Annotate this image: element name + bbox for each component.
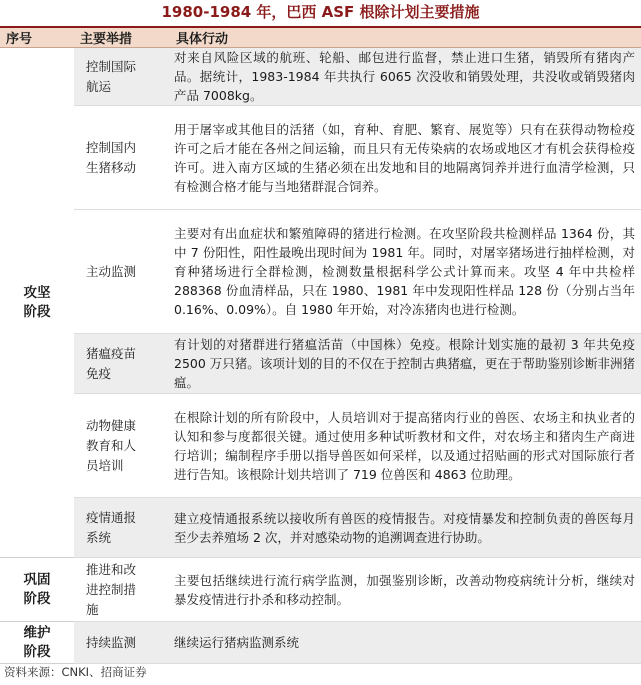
phase-consolidate-label: 巩固 阶段 — [23, 571, 51, 607]
table-row — [0, 48, 641, 106]
measure-cell: 疫情通报 系统 — [74, 498, 170, 558]
source-note: 资料来源：CNKI、招商证券 — [4, 665, 147, 679]
header-phase: 序号 — [0, 27, 74, 48]
table-row — [0, 106, 641, 210]
table-row — [0, 558, 641, 622]
action-cell: 建立疫情通报系统以接收所有兽医的疫情报告。对疫情暴发和控制负责的兽医每月至少去养殖场 2 次，并对感染动物的追溯调查进行协助。 — [170, 498, 641, 558]
measure-cell: 主动监测 — [74, 210, 170, 334]
measure-cell: 控制国际 航运 — [74, 48, 170, 106]
action-cell: 用于屠宰或其他目的活猪（如，育种、育肥、繁育、展览等）只有在获得动物检疫许可之后才能在各州之间运输，而且只有无传染病的农场或地区才有机会获得检疫许可。进入南方区域的生猪必须在出发地和目的地隔离饲养并进行血清学检测，只有检测合格才能与当地猪群混合饲养。 — [170, 106, 641, 210]
action-cell: 继续运行猪病监测系统 — [170, 622, 641, 664]
phase-attack-label: 攻坚 阶段 — [23, 284, 51, 320]
action-cell: 主要对有出血症状和繁殖障碍的猪进行检测。在攻坚阶段共检测样品 1364 份，其中 7 份阳性，阳性最晚出现时间为 1981 年。同时，对屠宰猪场进行抽样检测，对育种猪场进行全群检测，检测数量根据科学公式计算而来。攻坚 4 年中共检样 288368 份血清样品，只在 1980、1981 年中发现阳性样品 128 份（分别占当年 0.16%、0.09%）。自 1980 年开始，对冷冻猪肉也进行检测。 — [170, 210, 641, 334]
table-row — [0, 334, 641, 394]
measure-cell: 持续监测 — [74, 622, 170, 664]
phase-attack — [0, 48, 74, 558]
header-row — [0, 27, 641, 48]
table-row — [0, 210, 641, 334]
phase-maintain-label: 维护 阶段 — [23, 624, 51, 660]
measures-table — [0, 26, 641, 664]
measure-cell: 控制国内 生猪移动 — [74, 106, 170, 210]
table-row — [0, 394, 641, 498]
action-cell: 有计划的对猪群进行猪瘟活苗（中国株）免疫。根除计划实施的最初 3 年共免疫 2500 万只猪。该项计划的目的不仅在于控制古典猪瘟，更在于帮助鉴别诊断非洲猪瘟。 — [170, 334, 641, 394]
phase-maintain — [0, 622, 74, 664]
header-action: 具体行动 — [170, 27, 641, 48]
table-row — [0, 498, 641, 558]
header-measure: 主要举措 — [74, 27, 170, 48]
measure-cell: 动物健康 教育和人 员培训 — [74, 394, 170, 498]
table-row — [0, 622, 641, 664]
measure-cell: 推进和改 进控制措 施 — [74, 558, 170, 622]
measure-cell: 猪瘟疫苗 免疫 — [74, 334, 170, 394]
action-cell: 主要包括继续进行流行病学监测，加强鉴别诊断，改善动物疫病统计分析，继续对暴发疫情进行扑杀和移动控制。 — [170, 558, 641, 622]
action-cell: 对来自风险区域的航班、轮船、邮包进行监督，禁止进口生猪，销毁所有猪肉产品。据统计，1983-1984 年共执行 6065 次没收和销毁处理，共没收或销毁猪肉产品 7008kg。 — [170, 48, 641, 106]
table-title: 1980-1984 年，巴西 ASF 根除计划主要措施 — [161, 3, 480, 21]
action-cell: 在根除计划的所有阶段中，人员培训对于提高猪肉行业的兽医、农场主和执业者的认知和参与度都很关键。通过使用多种试听教材和文件，对农场主和猪肉生产商进行培训；编制程序手册以指导兽医如何采样，以及通过招贴画的形式对国际旅行者进行告知。该根除计划共培训了 719 位兽医和 4863 位助理。 — [170, 394, 641, 498]
phase-consolidate — [0, 558, 74, 622]
